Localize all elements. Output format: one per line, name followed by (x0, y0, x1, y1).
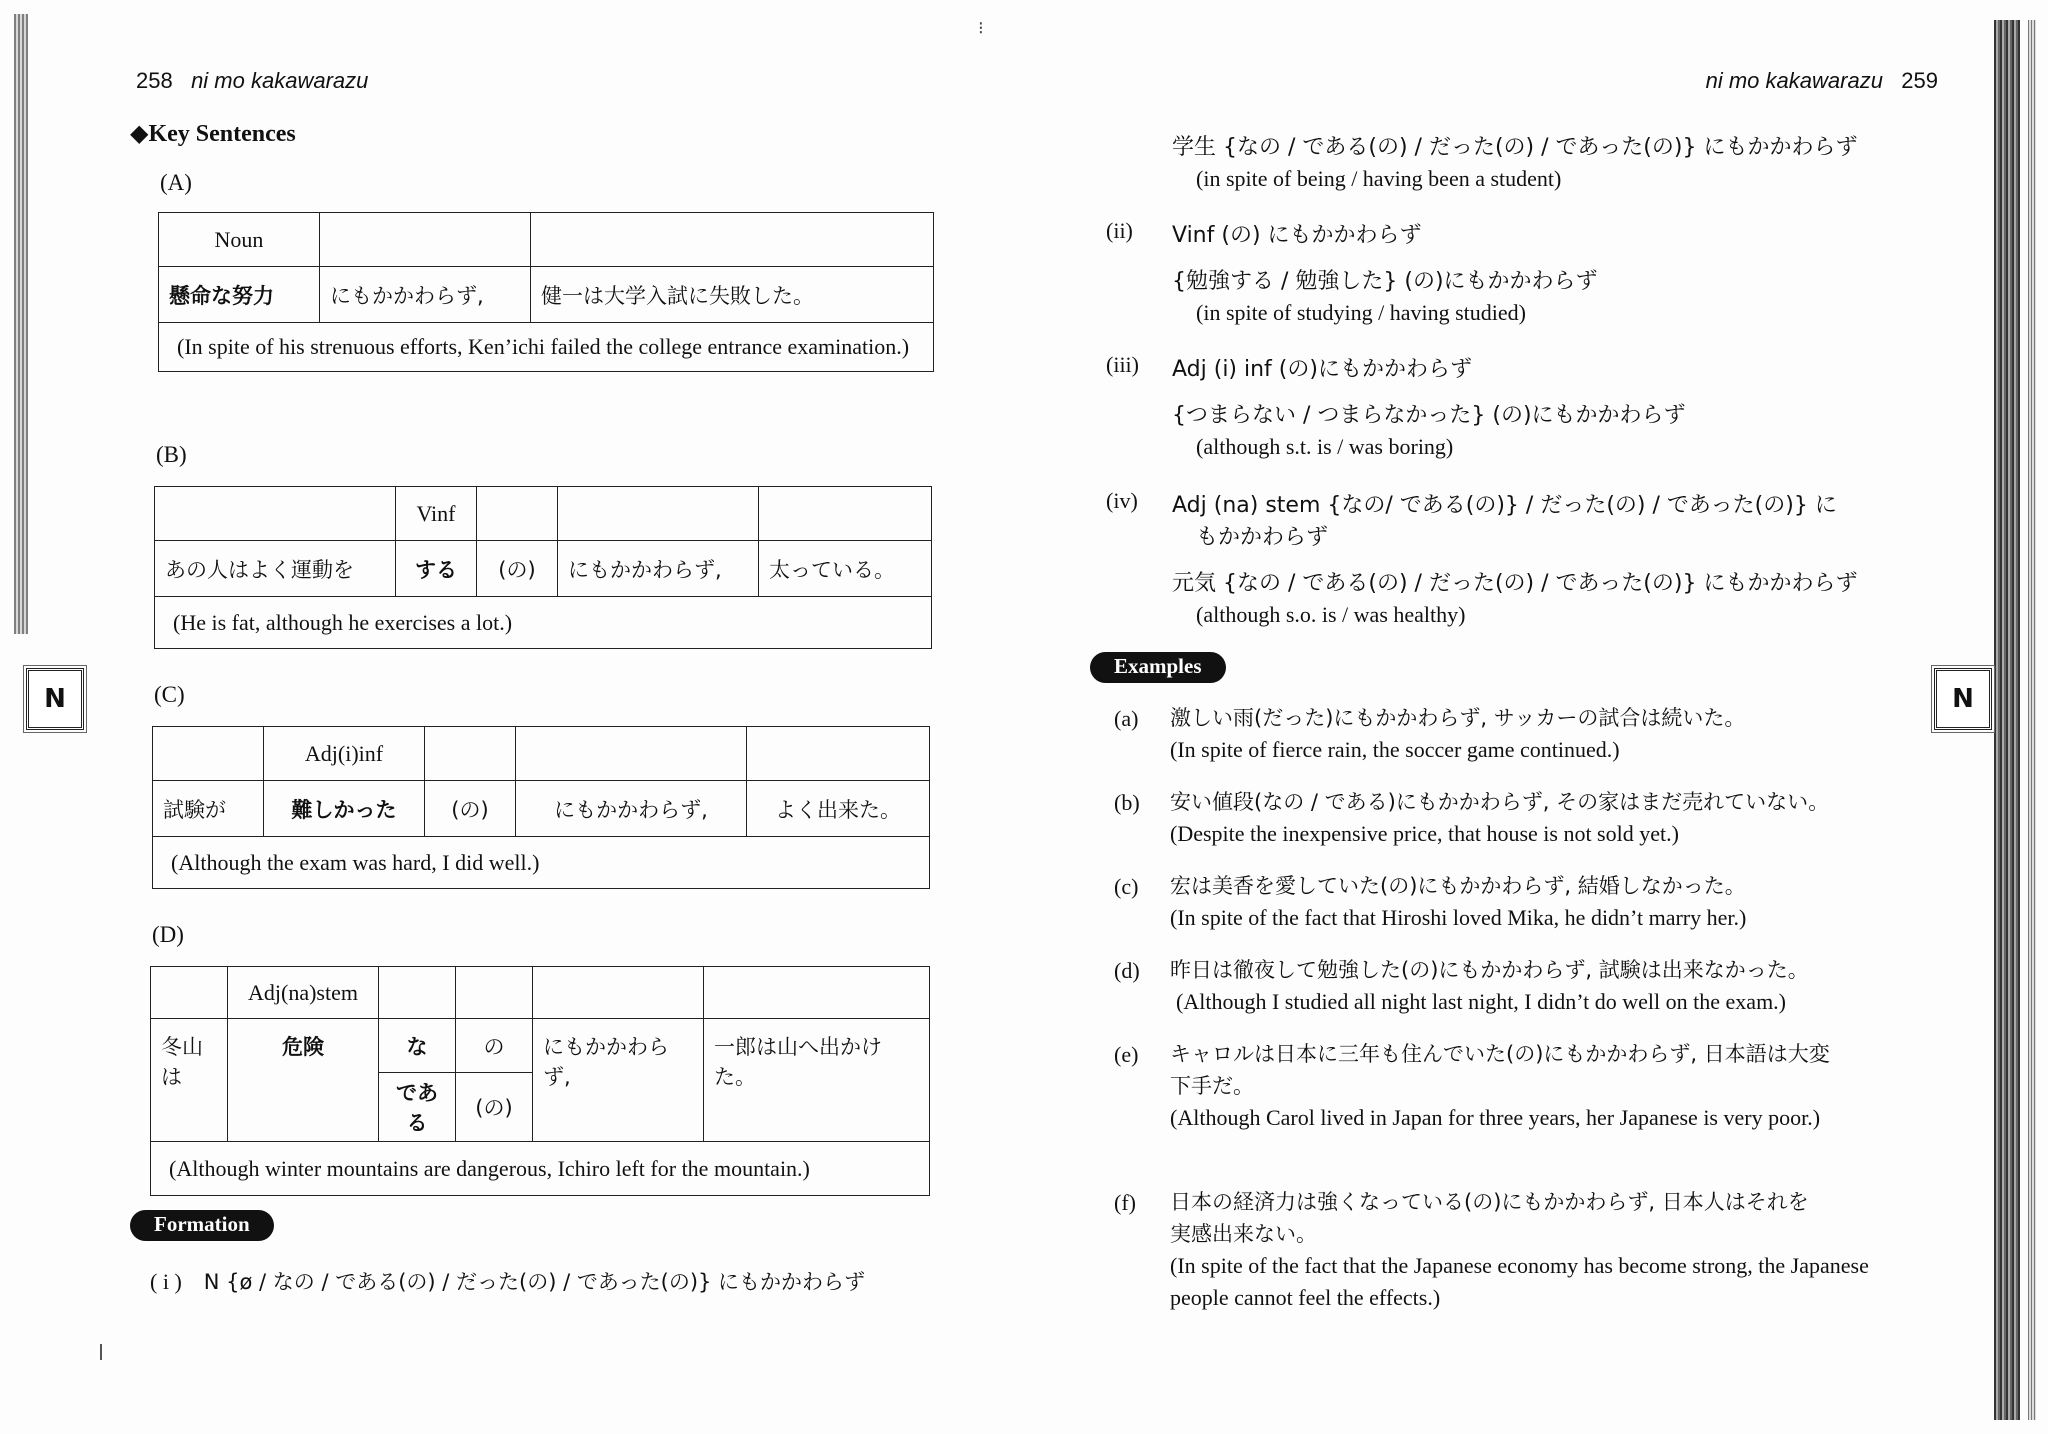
spine-mark: ⁝ (978, 18, 984, 38)
example-japanese: 昨日は徹夜して勉強した(の)にもかかわらず, 試験は出来なかった。 (1170, 958, 1809, 982)
table-b-cell: 太っている。 (759, 541, 932, 597)
table-c-cell: よく出来た。 (747, 781, 930, 837)
section-c-label: (C) (154, 682, 185, 707)
margin-mark (100, 1344, 102, 1360)
table-c-cell: にもかかわらず, (516, 781, 747, 837)
table-a-cell: にもかかわらず, (320, 267, 531, 323)
table-b-cell: (の) (477, 541, 558, 597)
left-page-edge (14, 14, 28, 634)
table-d-cell: にもかかわらず, (533, 1019, 704, 1142)
example-japanese: キャロルは日本に三年も住んでいた(の)にもかかわらず, 日本語は大変 (1170, 1042, 1830, 1066)
table-d-cell: 冬山は (151, 1019, 228, 1142)
formation-iv-label: (iv) (1106, 488, 1138, 513)
table-d-translation: (Although winter mountains are dangerous, Ichiro left for the mountain.) (151, 1142, 930, 1196)
example-translation: (In spite of fierce rain, the soccer game continued.) (1170, 737, 1620, 762)
formation-ii-example-en: (in spite of studying / having studied) (1196, 300, 1526, 325)
formation-iii-example-en: (although s.t. is / was boring) (1196, 434, 1454, 459)
table-c-cell: 試験が (153, 781, 264, 837)
table-b-cell: する (396, 541, 477, 597)
left-running-title: ni mo kakawarazu (191, 68, 369, 93)
table-c-cell: 難しかった (264, 781, 425, 837)
section-d-label: (D) (152, 922, 184, 947)
table-d-cell: 一郎は山へ出かけた。 (704, 1019, 930, 1142)
thumb-index-tab-left: N (26, 668, 84, 730)
table-c-head: Adj(i)inf (264, 727, 425, 781)
key-sentence-table-b (154, 486, 932, 649)
formation-i-rule: N {ø / なの / である(の) / だった(の) / であった(の)} にもかかわらず (203, 1270, 866, 1294)
right-page-number: 259 (1901, 68, 1938, 93)
example-label: (a) (1114, 706, 1139, 731)
table-b-cell: にもかかわらず, (558, 541, 759, 597)
table-d-cell: な (379, 1019, 456, 1073)
example-translation: (Although I studied all night last night, I didn’t do well on the exam.) (1176, 989, 1787, 1014)
section-a-label: (A) (160, 170, 192, 195)
table-c-translation: (Although the exam was hard, I did well.) (153, 837, 930, 889)
formation-iii-label: (iii) (1106, 352, 1139, 377)
example-translation: (In spite of the fact that the Japanese economy has become strong, the Japanese people cannot feel the effects.) (1170, 1253, 1869, 1310)
formation-ii-label: (ii) (1106, 218, 1133, 243)
table-a-head: Noun (159, 213, 320, 267)
formation-i-example: 学生 {なの / である(の) / だった(の) / であった(の)} にもかかわらず (1172, 135, 1858, 160)
table-b-head: Vinf (396, 487, 477, 541)
right-page-header (1706, 68, 1938, 94)
right-page-edge (1994, 20, 2020, 1420)
formation-iv-rule-cont: もかかわらず (1196, 525, 1329, 550)
left-page-number: 258 (136, 68, 173, 93)
example-japanese: 安い値段(なの / である)にもかかわらず, その家はまだ売れていない。 (1170, 790, 1830, 814)
table-a-cell: 健一は大学入試に失敗した。 (531, 267, 934, 323)
example-label: (d) (1114, 958, 1140, 983)
table-b-translation: (He is fat, although he exercises a lot.) (155, 597, 932, 649)
example-japanese-cont: 下手だ。 (1170, 1074, 1254, 1098)
key-sentence-table-d (150, 966, 930, 1196)
table-b-cell: あの人はよく運動を (155, 541, 396, 597)
example-translation: (Despite the inexpensive price, that house is not sold yet.) (1170, 821, 1679, 846)
examples-label: Examples (1090, 652, 1226, 683)
formation-iv-rule: Adj (na) stem {なの/ である(の)} / だった(の) / であった(の)} に (1172, 493, 1837, 518)
example-japanese: 宏は美香を愛していた(の)にもかかわらず, 結婚しなかった。 (1170, 874, 1746, 898)
key-sentence-table-c (152, 726, 930, 889)
left-page-header (136, 68, 368, 94)
example-label: (b) (1114, 790, 1140, 815)
table-d-head: Adj(na)stem (228, 967, 379, 1019)
right-running-title: ni mo kakawarazu (1705, 68, 1883, 93)
table-d-cell: 危険 (228, 1019, 379, 1142)
thumb-index-tab-right: N (1934, 668, 1992, 730)
example-label: (c) (1114, 874, 1139, 899)
formation-i (150, 1266, 865, 1296)
formation-iv-example: 元気 {なの / である(の) / だった(の) / であった(の)} にもかかわらず (1172, 571, 1858, 596)
example-translation: (Although Carol lived in Japan for three years, her Japanese is very poor.) (1170, 1105, 1821, 1130)
example-japanese-cont: 実感出来ない。 (1170, 1222, 1317, 1246)
formation-ii-example: {勉強する / 勉強した} (の)にもかかわらず (1172, 269, 1598, 294)
example-label: (f) (1114, 1190, 1136, 1215)
example-japanese: 激しい雨(だった)にもかかわらず, サッカーの試合は続いた。 (1170, 706, 1746, 730)
table-c-cell: (の) (425, 781, 516, 837)
table-d-cell: の (456, 1019, 533, 1073)
formation-ii-rule: Vinf (の) にもかかわらず (1172, 223, 1422, 248)
formation-i-example-en: (in spite of being / having been a student) (1196, 166, 1562, 191)
formation-iii-rule: Adj (i) inf (の)にもかかわらず (1172, 357, 1472, 382)
key-sentences-title: ◆Key Sentences (130, 121, 296, 147)
key-sentence-table-a (158, 212, 934, 372)
formation-iii-example: {つまらない / つまらなかった} (の)にもかかわらず (1172, 403, 1686, 428)
example-translation: (In spite of the fact that Hiroshi loved Mika, he didn’t marry her.) (1170, 905, 1747, 930)
formation-i-label: ( i ) (150, 1269, 182, 1294)
formation-label: Formation (130, 1210, 274, 1241)
table-a-translation: (In spite of his strenuous efforts, Ken’ichi failed the college entrance examination.) (159, 323, 934, 372)
right-page-edge-outer (2028, 20, 2036, 1420)
example-japanese: 日本の経済力は強くなっている(の)にもかかわらず, 日本人はそれを (1170, 1190, 1809, 1214)
table-a-cell: 懸命な努力 (159, 267, 320, 323)
table-d-cell: である (379, 1073, 456, 1142)
table-d-cell: (の) (456, 1073, 533, 1142)
formation-iv-example-en: (although s.o. is / was healthy) (1196, 602, 1466, 627)
section-b-label: (B) (156, 442, 187, 467)
example-label: (e) (1114, 1042, 1139, 1067)
